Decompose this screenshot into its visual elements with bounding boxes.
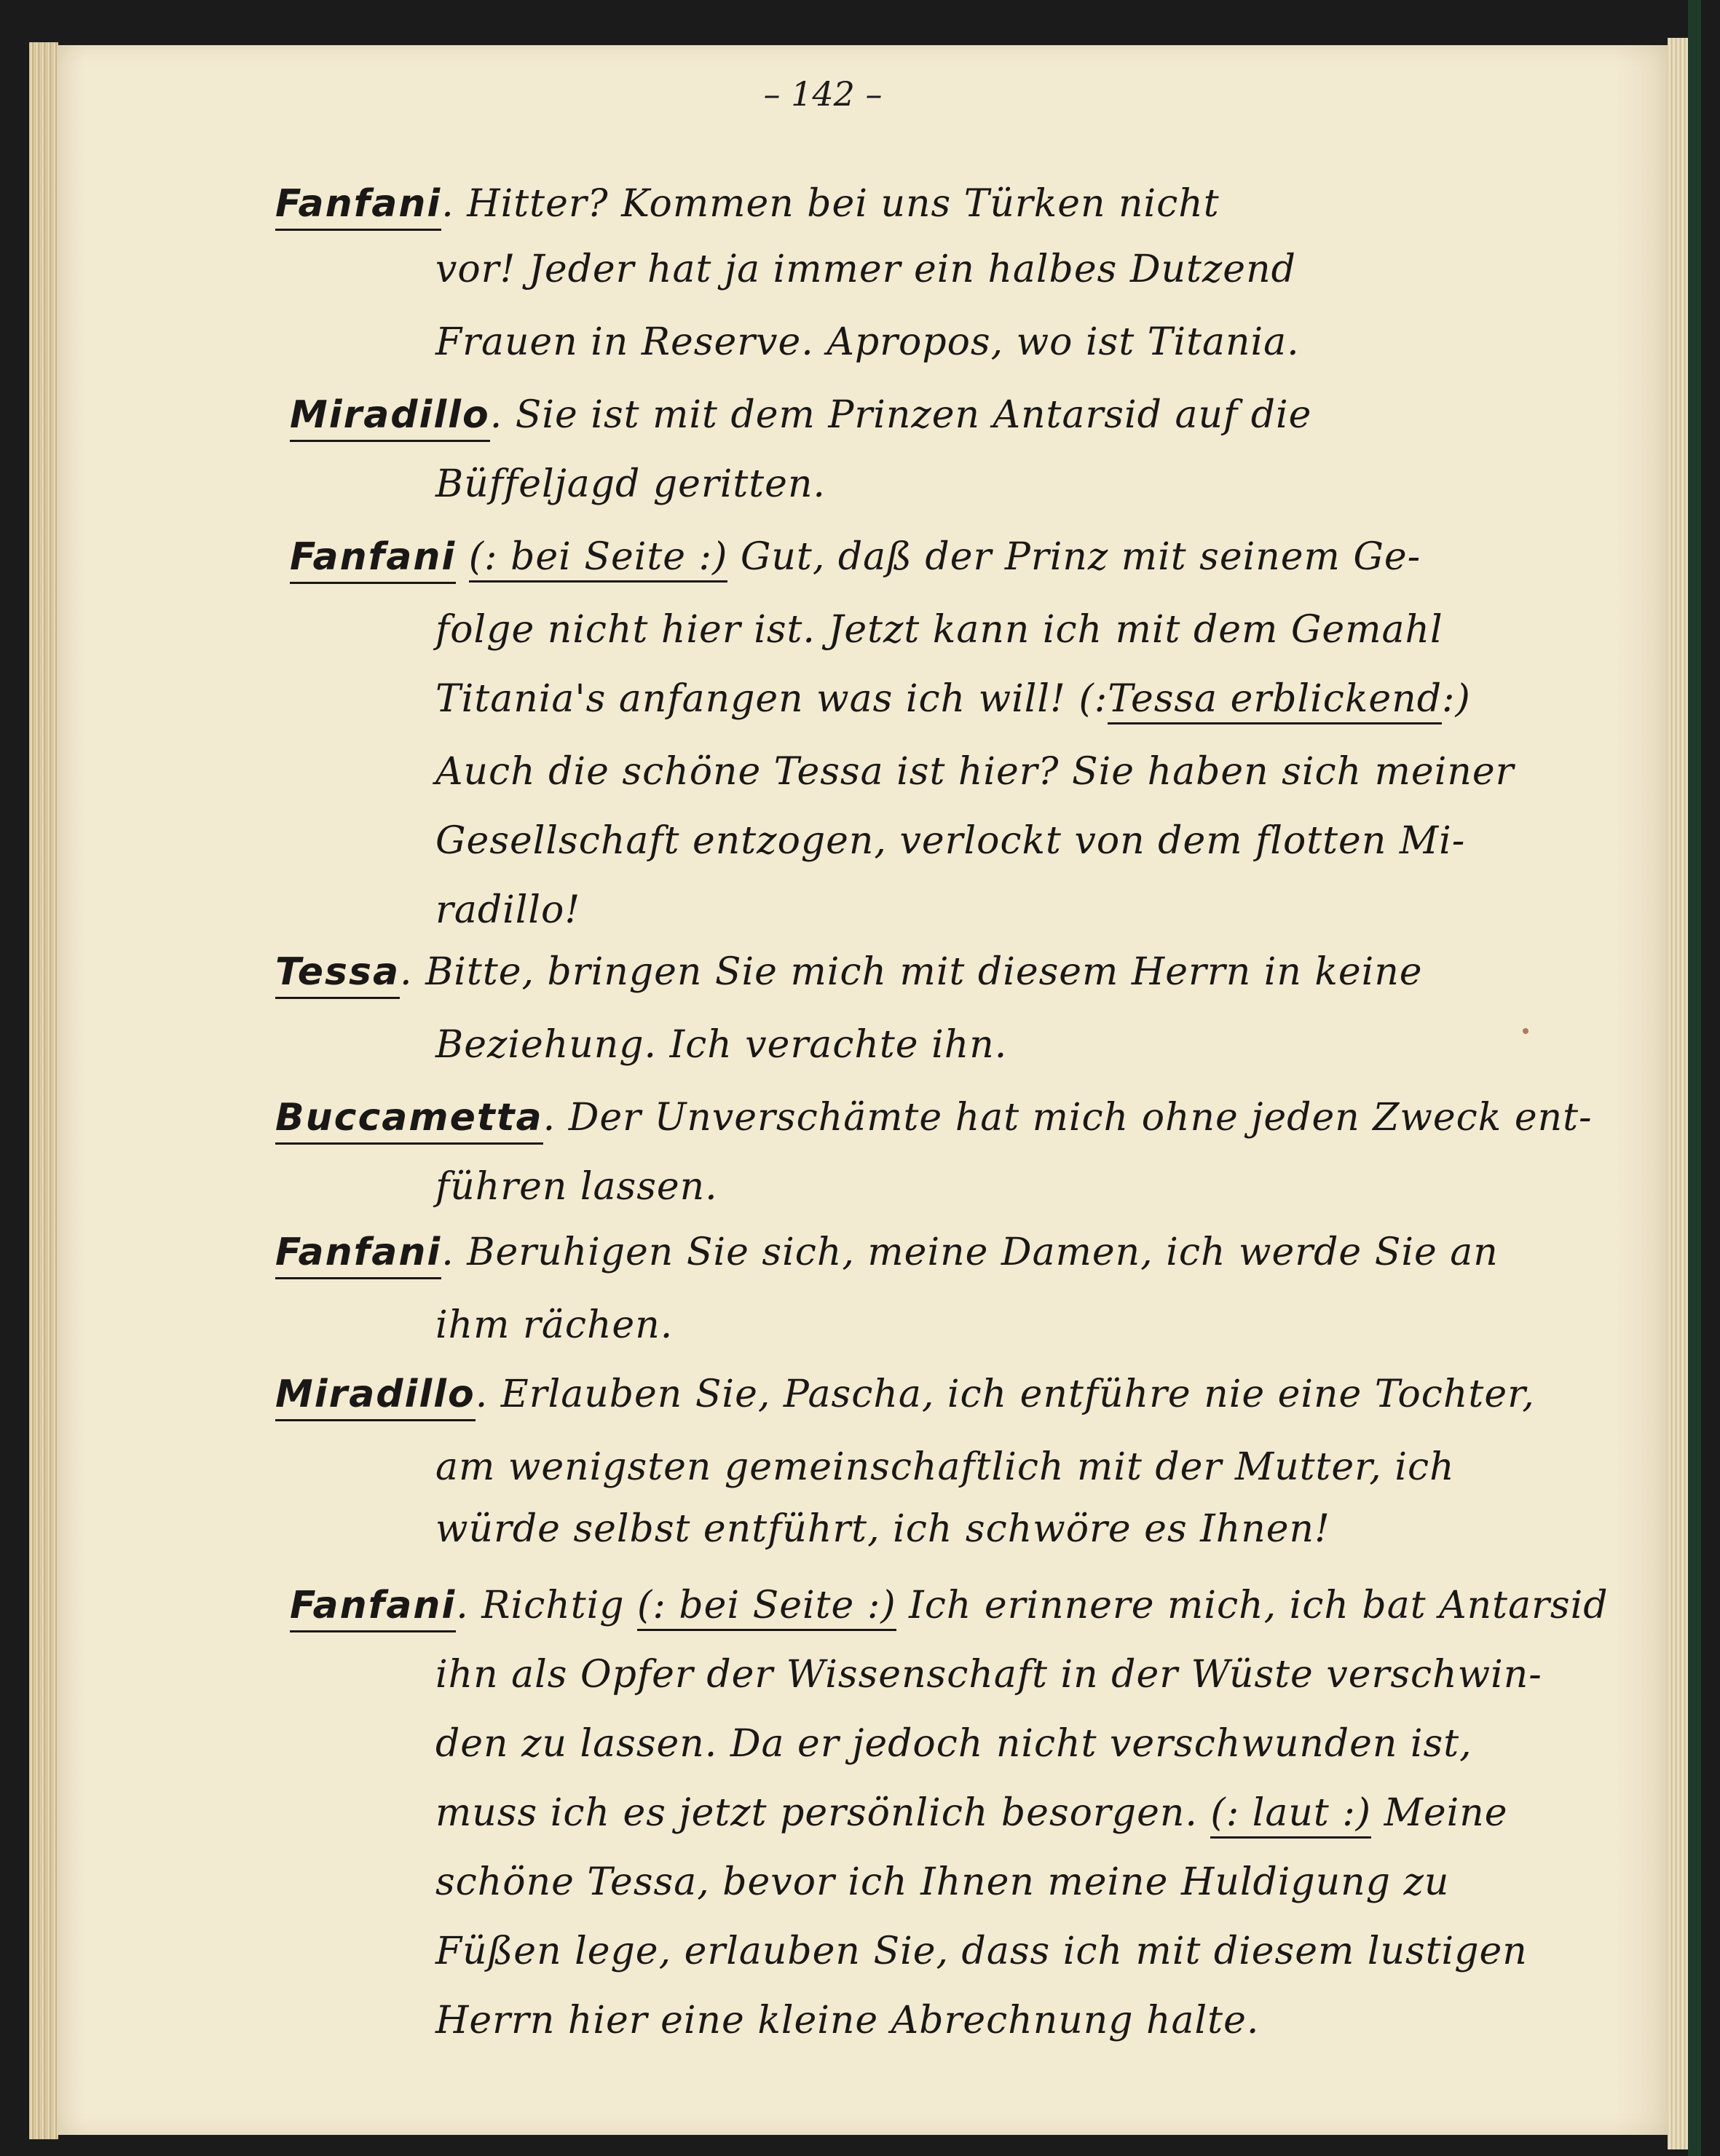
dialogue-text: Auch die schöne Tessa ist hier? Sie haben sich meiner bbox=[435, 750, 1515, 794]
dialogue-text: . Beruhigen Sie sich, meine Damen, ich werde Sie an bbox=[441, 1231, 1499, 1274]
speaker-name: Buccametta bbox=[275, 1096, 543, 1145]
dialogue-text: Füßen lege, erlauben Sie, dass ich mit diesem lustigen bbox=[435, 1930, 1528, 1973]
dialogue-text: Beziehung. Ich verachte ihn. bbox=[435, 1023, 1008, 1067]
speaker-name: Miradillo bbox=[290, 393, 490, 442]
speaker-name: Fanfani bbox=[275, 182, 441, 231]
script-line bbox=[290, 393, 1311, 437]
script-line bbox=[435, 248, 1296, 291]
speaker-name: Fanfani bbox=[290, 535, 456, 584]
script-line bbox=[435, 1303, 673, 1347]
script-line bbox=[435, 1791, 1508, 1835]
dialogue-text: . Erlauben Sie, Pascha, ich entführe nie eine Tochter, bbox=[475, 1373, 1535, 1416]
script-line bbox=[275, 1096, 1593, 1140]
script-line bbox=[290, 535, 1421, 579]
speaker-name: Tessa bbox=[275, 950, 400, 999]
dialogue-text: Meine bbox=[1371, 1791, 1508, 1835]
dialogue-text: am wenigsten gemeinschaftlich mit der Mutter, ich bbox=[435, 1445, 1455, 1489]
script-line bbox=[435, 1930, 1528, 1973]
dialogue-text: Gesellschaft entzogen, verlockt von dem flotten Mi- bbox=[435, 819, 1466, 863]
dialogue-text: . Der Unverschämte hat mich ohne jeden Zweck ent- bbox=[543, 1096, 1593, 1140]
page-number: – 142 – bbox=[763, 74, 883, 114]
dialogue-text: ihm rächen. bbox=[435, 1303, 674, 1347]
script-line bbox=[435, 462, 826, 506]
script-line bbox=[435, 1722, 1472, 1766]
stage-direction: (: bei Seite :) bbox=[637, 1584, 896, 1631]
book-edge bbox=[29, 42, 58, 2139]
stage-direction: (: bei Seite :) bbox=[469, 535, 728, 583]
script-line bbox=[275, 182, 1220, 226]
script-line bbox=[435, 1023, 1007, 1067]
speaker-name: Miradillo bbox=[275, 1373, 476, 1421]
script-line bbox=[435, 608, 1443, 652]
ink-spot bbox=[1523, 1028, 1528, 1034]
stage-direction: Tessa erblickend bbox=[1108, 677, 1442, 724]
dialogue-text: würde selbst entführt, ich schwöre es Ihnen! bbox=[435, 1507, 1330, 1551]
script-line bbox=[435, 1653, 1542, 1697]
stage-direction: (: laut :) bbox=[1210, 1791, 1371, 1839]
dialogue-text: folge nicht hier ist. Jetzt kann ich mit dem Gemahl bbox=[435, 608, 1443, 652]
script-line bbox=[435, 750, 1514, 794]
dialogue-text: Titania's anfangen was ich will! (: bbox=[435, 677, 1108, 721]
book-spine bbox=[1688, 0, 1701, 2156]
dialogue-text: . Hitter? Kommen bei uns Türken nicht bbox=[441, 182, 1220, 226]
script-line bbox=[290, 1584, 1609, 1627]
dialogue-text: Herrn hier eine kleine Abrechnung halte. bbox=[435, 1999, 1260, 2042]
script-line bbox=[435, 888, 580, 932]
speaker-name: Fanfani bbox=[275, 1231, 441, 1279]
script-line bbox=[435, 1999, 1259, 2042]
dialogue-text: Ich erinnere mich, ich bat Antarsid bbox=[896, 1584, 1609, 1627]
dialogue-text: . Bitte, bringen Sie mich mit diesem Herrn in keine bbox=[400, 950, 1423, 994]
script-line bbox=[435, 1507, 1330, 1551]
dialogue-text: Frauen in Reserve. Apropos, wo ist Titania. bbox=[435, 320, 1300, 364]
speaker-name: Fanfani bbox=[290, 1584, 456, 1632]
dialogue-text: ihn als Opfer der Wissenschaft in der Wüste verschwin- bbox=[435, 1653, 1542, 1697]
script-line bbox=[435, 1860, 1449, 1904]
script-line bbox=[275, 1373, 1535, 1416]
script-line bbox=[435, 1445, 1455, 1489]
dialogue-text: . Sie ist mit dem Prinzen Antarsid auf die bbox=[489, 393, 1312, 437]
script-line bbox=[435, 1165, 718, 1209]
script-line bbox=[435, 819, 1465, 863]
dialogue-text: . Richtig bbox=[456, 1584, 625, 1627]
script-line bbox=[275, 1231, 1499, 1274]
dialogue-text: :) bbox=[1441, 677, 1471, 721]
script-line bbox=[435, 320, 1300, 364]
dialogue-text: den zu lassen. Da er jedoch nicht verschwunden ist, bbox=[435, 1722, 1472, 1766]
dialogue-text: radillo! bbox=[435, 888, 581, 932]
dialogue-text: vor! Jeder hat ja immer ein halbes Dutzend bbox=[435, 248, 1296, 291]
dialogue-text: schöne Tessa, bevor ich Ihnen meine Huldigung zu bbox=[435, 1860, 1450, 1904]
dialogue-text: führen lassen. bbox=[435, 1165, 718, 1209]
dialogue-text: Büffeljagd geritten. bbox=[435, 462, 826, 506]
script-line bbox=[435, 677, 1471, 721]
dialogue-text: Gut, daß der Prinz mit seinem Ge- bbox=[727, 535, 1421, 579]
dialogue-text: muss ich es jetzt persönlich besorgen. bbox=[435, 1791, 1198, 1835]
script-line bbox=[275, 950, 1423, 994]
